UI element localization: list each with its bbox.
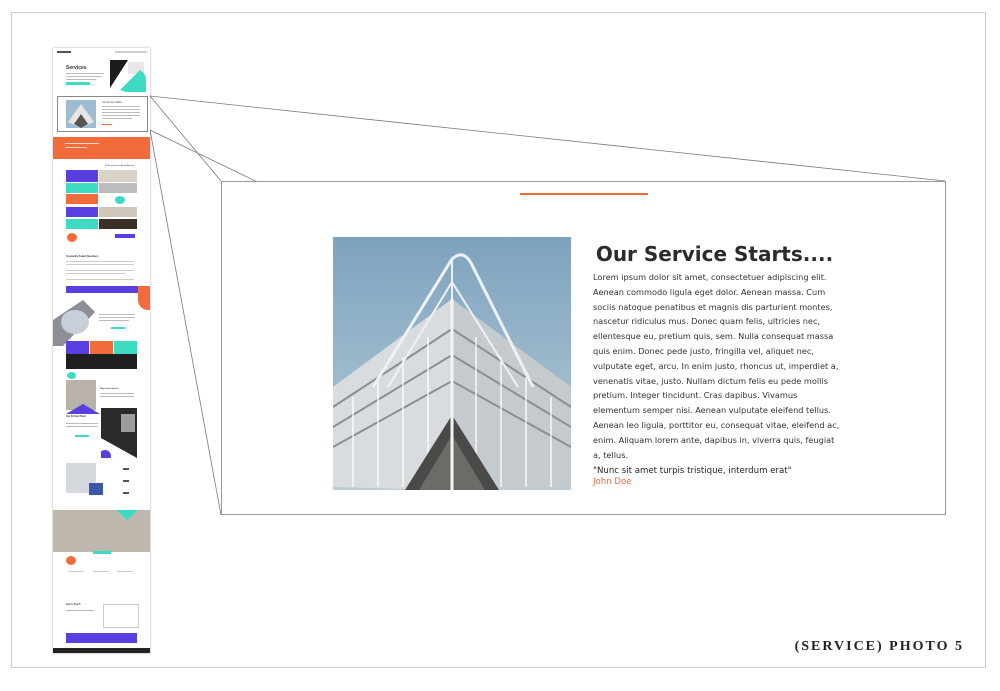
thumb-section-title: A Passionate Is Also A Activity <box>105 165 135 167</box>
thumb-hero-title: Services <box>66 65 87 71</box>
zoom-detail-panel <box>221 181 946 515</box>
intro-body: Lorem ipsum dolor sit amet, consectetuer adipiscing elit. Aenean commodo ligula eget dolor. Aenean massa. Cum sociis natoque penatibus et magnis dis parturient montes, nascetur ridiculus mus. Donec quam felis, ultricies nec, ellentesque eu, pretium quis, sem. Nulla consequat massa quis enim. Donec pede justo, fringilla vel, aliquet nec, vulputate eget, arcu. In enim justo, rhoncus ut, imperdiet a, venenatis vitae, justo. Nullam dictum felis eu pede mollis pretium. Integer tincidunt. Cras dapibus. Vivamus elementum semper nisi. Aenean vulputate eleifend tellus. Aenean leo ligula, porttitor eu, consequat vitae, eleifend ac, enim. Aliquam lorem ante, dapibus in, viverra quis, feugiat a, tellus. <box>593 272 840 460</box>
service-photo <box>333 237 571 490</box>
page-thumbnail[interactable] <box>53 48 150 653</box>
thumb-keyboard-photo <box>53 300 95 346</box>
thumb-dark-tiles <box>101 408 137 458</box>
intro-quote: "Nunc sit amet turpis tristique, interdum erat" <box>593 466 792 476</box>
accent-line <box>520 193 648 195</box>
thumb-purple-band <box>66 286 144 293</box>
thumb-nav <box>115 51 147 53</box>
intro-author: John Doe <box>593 477 632 487</box>
thumb-footer-band <box>66 633 137 643</box>
thumb-orange-band <box>53 137 150 159</box>
thumb-contact-title: Get in Touch <box>66 603 81 606</box>
thumb-intro-title: Our Service Starts.... <box>102 101 125 104</box>
intro-title: Our Service Starts.... <box>595 242 834 266</box>
thumb-logo <box>57 51 71 53</box>
thumb-faq-title: Frequently Asked Questions <box>66 255 99 258</box>
thumb-hero-button[interactable] <box>66 82 90 85</box>
thumb-plan-title: Our Perfect Plans <box>66 415 87 418</box>
thumb-hero-shapes <box>110 60 146 92</box>
thumb-why-title: Why work with us <box>100 388 119 390</box>
thumb-intro-photo <box>66 100 96 128</box>
page-caption: (SERVICE) PHOTO 5 <box>794 639 964 654</box>
